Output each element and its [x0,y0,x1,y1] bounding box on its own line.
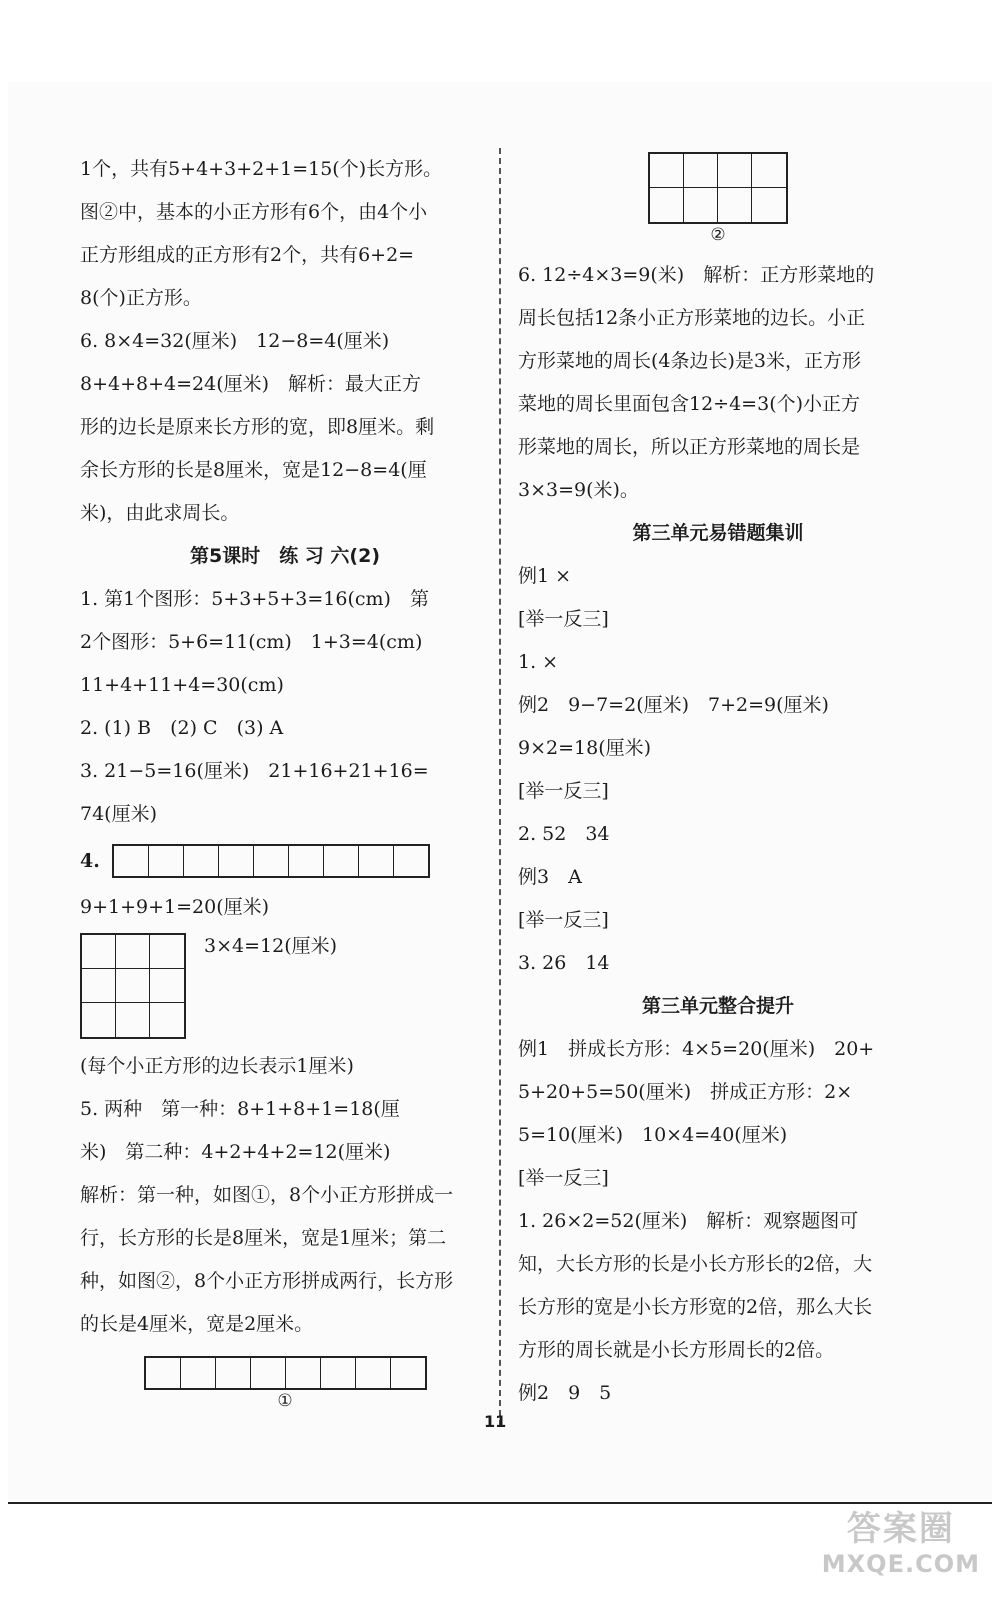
text-line: 正方形组成的正方形有2个，共有6+2= [80,244,415,266]
strip-figure [112,844,430,878]
text-line: 种，如图②，8个小正方形拼成两行，长方形 [80,1270,454,1292]
text-line: 形菜地的周长，所以正方形菜地的周长是 [518,436,861,458]
text-line: [举一反三] [518,1167,609,1189]
column-divider [499,148,501,1426]
text-line: [举一反三] [518,909,609,931]
text-line: 的长是4厘米，宽是2厘米。 [80,1313,314,1335]
square-formula: 3×4=12(厘米) [204,935,338,957]
text-line: 3×3=9(米)。 [518,479,639,501]
watermark-url: MXQE.COM [821,1550,980,1578]
right-column [518,152,918,1415]
text-line: 1. 第1个图形：5+3+5+3=16(cm) 第 [80,588,429,610]
text-line: [举一反三] [518,780,609,802]
text-line: 2. 52 34 [518,823,610,845]
text-line: 6. 8×4=32(厘米) 12−8=4(厘米) [80,330,390,352]
text-line: 例1 × [518,565,572,587]
text-line: 3. 21−5=16(厘米) 21+16+21+16= [80,760,429,782]
text-line: 8+4+8+4=24(厘米) 解析：最大正方 [80,373,422,395]
text-line: 1. 26×2=52(厘米) 解析：观察题图可 [518,1210,859,1232]
section-heading: 第三单元整合提升 [641,995,794,1017]
text-line: [举一反三] [518,608,609,630]
text-line: 5=10(厘米) 10×4=40(厘米) [518,1124,788,1146]
text-line: 8(个)正方形。 [80,287,202,309]
text-line: 2. (1) B (2) C (3) A [80,717,284,739]
text-line: 1. × [518,651,559,673]
square-grid-figure [80,933,186,1039]
text-line: 9+1+9+1=20(厘米) [80,896,270,918]
text-line: 方形菜地的周长(4条边长)是3米，正方形 [518,350,862,372]
square-figure-row [80,933,490,1045]
section-heading: 第5课时 练 习 六(2) [189,545,381,567]
text-line: 9×2=18(厘米) [518,737,652,759]
figure-2 [648,152,788,224]
note-text: (每个小正方形的边长表示1厘米) [80,1055,354,1077]
text-line: 5. 两种 第一种：8+1+8+1=18(厘 [80,1098,400,1120]
text-line: 米)，由此求周长。 [80,502,240,524]
text-line: 11+4+11+4=30(cm) [80,674,284,696]
text-line: 2个图形：5+6=11(cm) 1+3=4(cm) [80,631,423,653]
text-line: 知，大长方形的长是小长方形长的2倍，大 [518,1253,873,1275]
text-line: 解析：第一种，如图①，8个小正方形拼成一 [80,1184,454,1206]
text-line: 例1 拼成长方形：4×5=20(厘米) 20+ [518,1038,875,1060]
section-heading: 第三单元易错题集训 [632,522,804,544]
text-line: 3. 26 14 [518,952,610,974]
text-line: 周长包括12条小正方形菜地的边长。小正 [518,307,866,329]
text-line: 74(厘米) [80,803,158,825]
figure-1-label: ① [277,1391,293,1411]
text-line: 1个，共有5+4+3+2+1=15(个)长方形。 [80,158,443,180]
text-line: 图②中，基本的小正方形有6个，由4个小 [80,201,428,223]
text-line: 例2 9−7=2(厘米) 7+2=9(厘米) [518,694,829,716]
text-line: 例2 9 5 [518,1382,612,1404]
text-line: 余长方形的长是8厘米，宽是12−8=4(厘 [80,459,427,481]
watermark-logo [822,1501,980,1578]
item-4-label: 4. [80,849,100,872]
figure-1 [80,1356,490,1390]
text-line: 方形的周长就是小长方形周长的2倍。 [518,1339,835,1361]
text-line: 菜地的周长里面包含12÷4=3(个)小正方 [518,393,861,415]
text-line: 长方形的宽是小长方形宽的2倍，那么大长 [518,1296,873,1318]
left-column [80,148,490,1412]
figure-2-label: ② [710,225,726,245]
text-line: 5+20+5=50(厘米) 拼成正方形：2× [518,1081,853,1103]
item-4-row [80,836,490,886]
watermark-brand: 答案圈 [846,1509,955,1549]
page-number: 11 [484,1412,507,1431]
text-line: 形的边长是原来长方形的宽，即8厘米。剩 [80,416,435,438]
text-line: 例3 A [518,866,582,888]
text-line: 行，长方形的长是8厘米，宽是1厘米；第二 [80,1227,447,1249]
text-line: 6. 12÷4×3=9(米) 解析：正方形菜地的 [518,264,875,286]
text-line: 米) 第二种：4+2+4+2=12(厘米) [80,1141,391,1163]
